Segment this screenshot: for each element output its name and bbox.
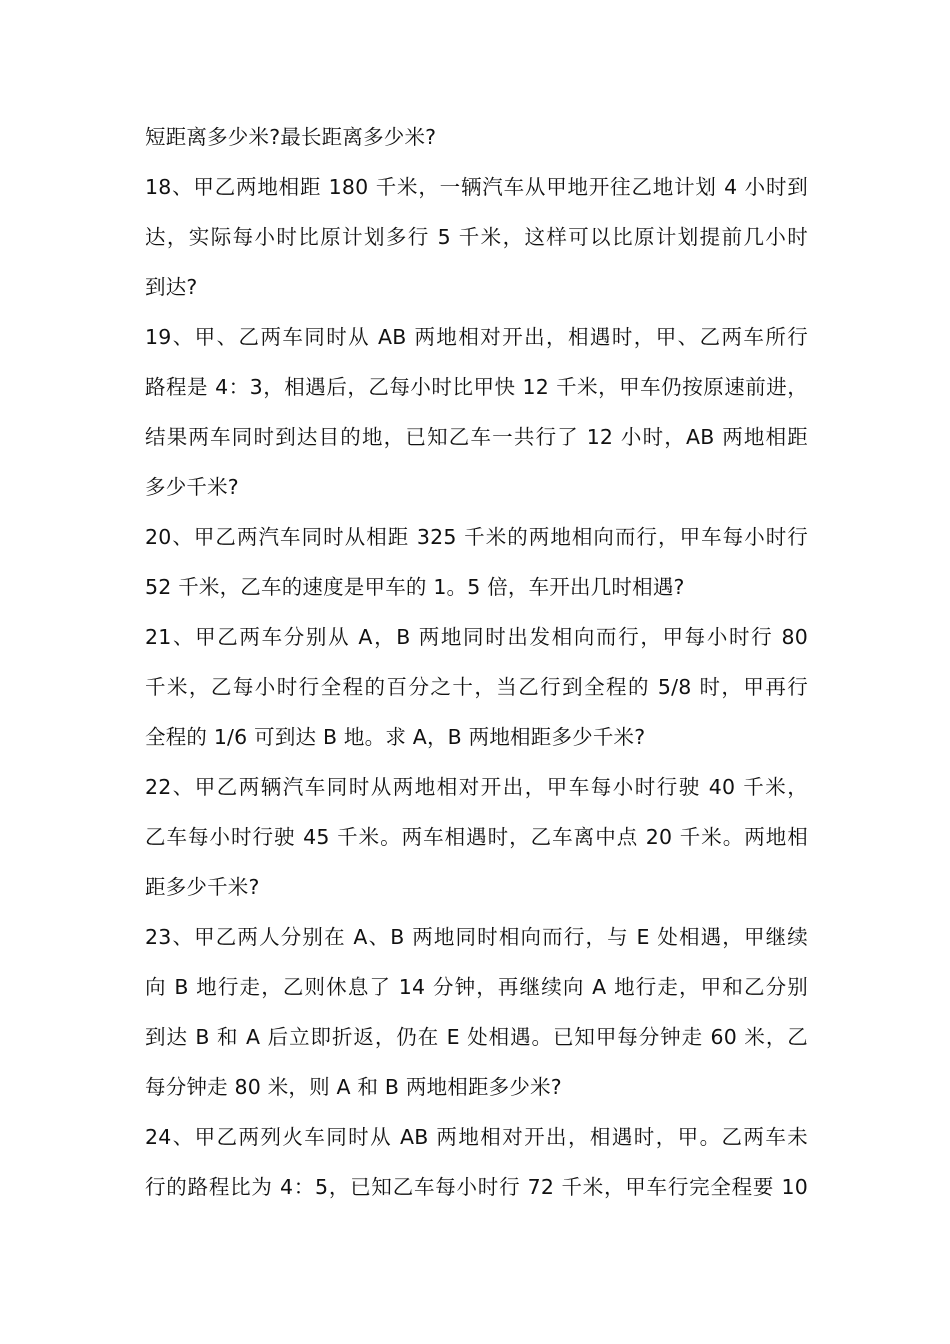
text-line: 达，实际每小时比原计划多行 5 千米，这样可以比原计划提前几小时 [145, 225, 808, 249]
text-line: 结果两车同时到达目的地，已知乙车一共行了 12 小时，AB 两地相距 [145, 425, 808, 449]
text-line: 短距离多少米?最长距离多少米? [145, 125, 437, 149]
text-line: 多少千米? [145, 475, 239, 499]
text-line: 向 B 地行走，乙则休息了 14 分钟，再继续向 A 地行走，甲和乙分别 [145, 975, 808, 999]
text-line: 23、甲乙两人分别在 A、B 两地同时相向而行，与 E 处相遇，甲继续 [145, 925, 808, 949]
text-line: 19、甲、乙两车同时从 AB 两地相对开出，相遇时，甲、乙两车所行 [145, 325, 808, 349]
text-line: 行的路程比为 4：5，已知乙车每小时行 72 千米，甲车行完全程要 10 [145, 1175, 808, 1199]
text-line: 到达? [145, 275, 198, 299]
text-line: 52 千米，乙车的速度是甲车的 1。5 倍，车开出几时相遇? [145, 575, 685, 599]
text-line: 全程的 1/6 可到达 B 地。求 A，B 两地相距多少千米? [145, 725, 646, 749]
text-line: 距多少千米? [145, 875, 260, 899]
text-line: 18、甲乙两地相距 180 千米，一辆汽车从甲地开往乙地计划 4 小时到 [145, 175, 808, 199]
text-line: 22、甲乙两辆汽车同时从两地相对开出，甲车每小时行驶 40 千米， [145, 775, 808, 799]
text-line: 20、甲乙两汽车同时从相距 325 千米的两地相向而行，甲车每小时行 [145, 525, 808, 549]
text-line: 到达 B 和 A 后立即折返，仍在 E 处相遇。已知甲每分钟走 60 米，乙 [145, 1025, 808, 1049]
text-line: 千米，乙每小时行全程的百分之十，当乙行到全程的 5/8 时，甲再行 [145, 675, 808, 699]
text-line: 路程是 4：3，相遇后，乙每小时比甲快 12 千米，甲车仍按原速前进， [145, 375, 808, 399]
text-line: 24、甲乙两列火车同时从 AB 两地相对开出，相遇时，甲。乙两车未 [145, 1125, 808, 1149]
text-line: 乙车每小时行驶 45 千米。两车相遇时，乙车离中点 20 千米。两地相 [145, 825, 808, 849]
text-line: 21、甲乙两车分别从 A，B 两地同时出发相向而行，甲每小时行 80 [145, 625, 808, 649]
text-line: 每分钟走 80 米，则 A 和 B 两地相距多少米? [145, 1075, 562, 1099]
